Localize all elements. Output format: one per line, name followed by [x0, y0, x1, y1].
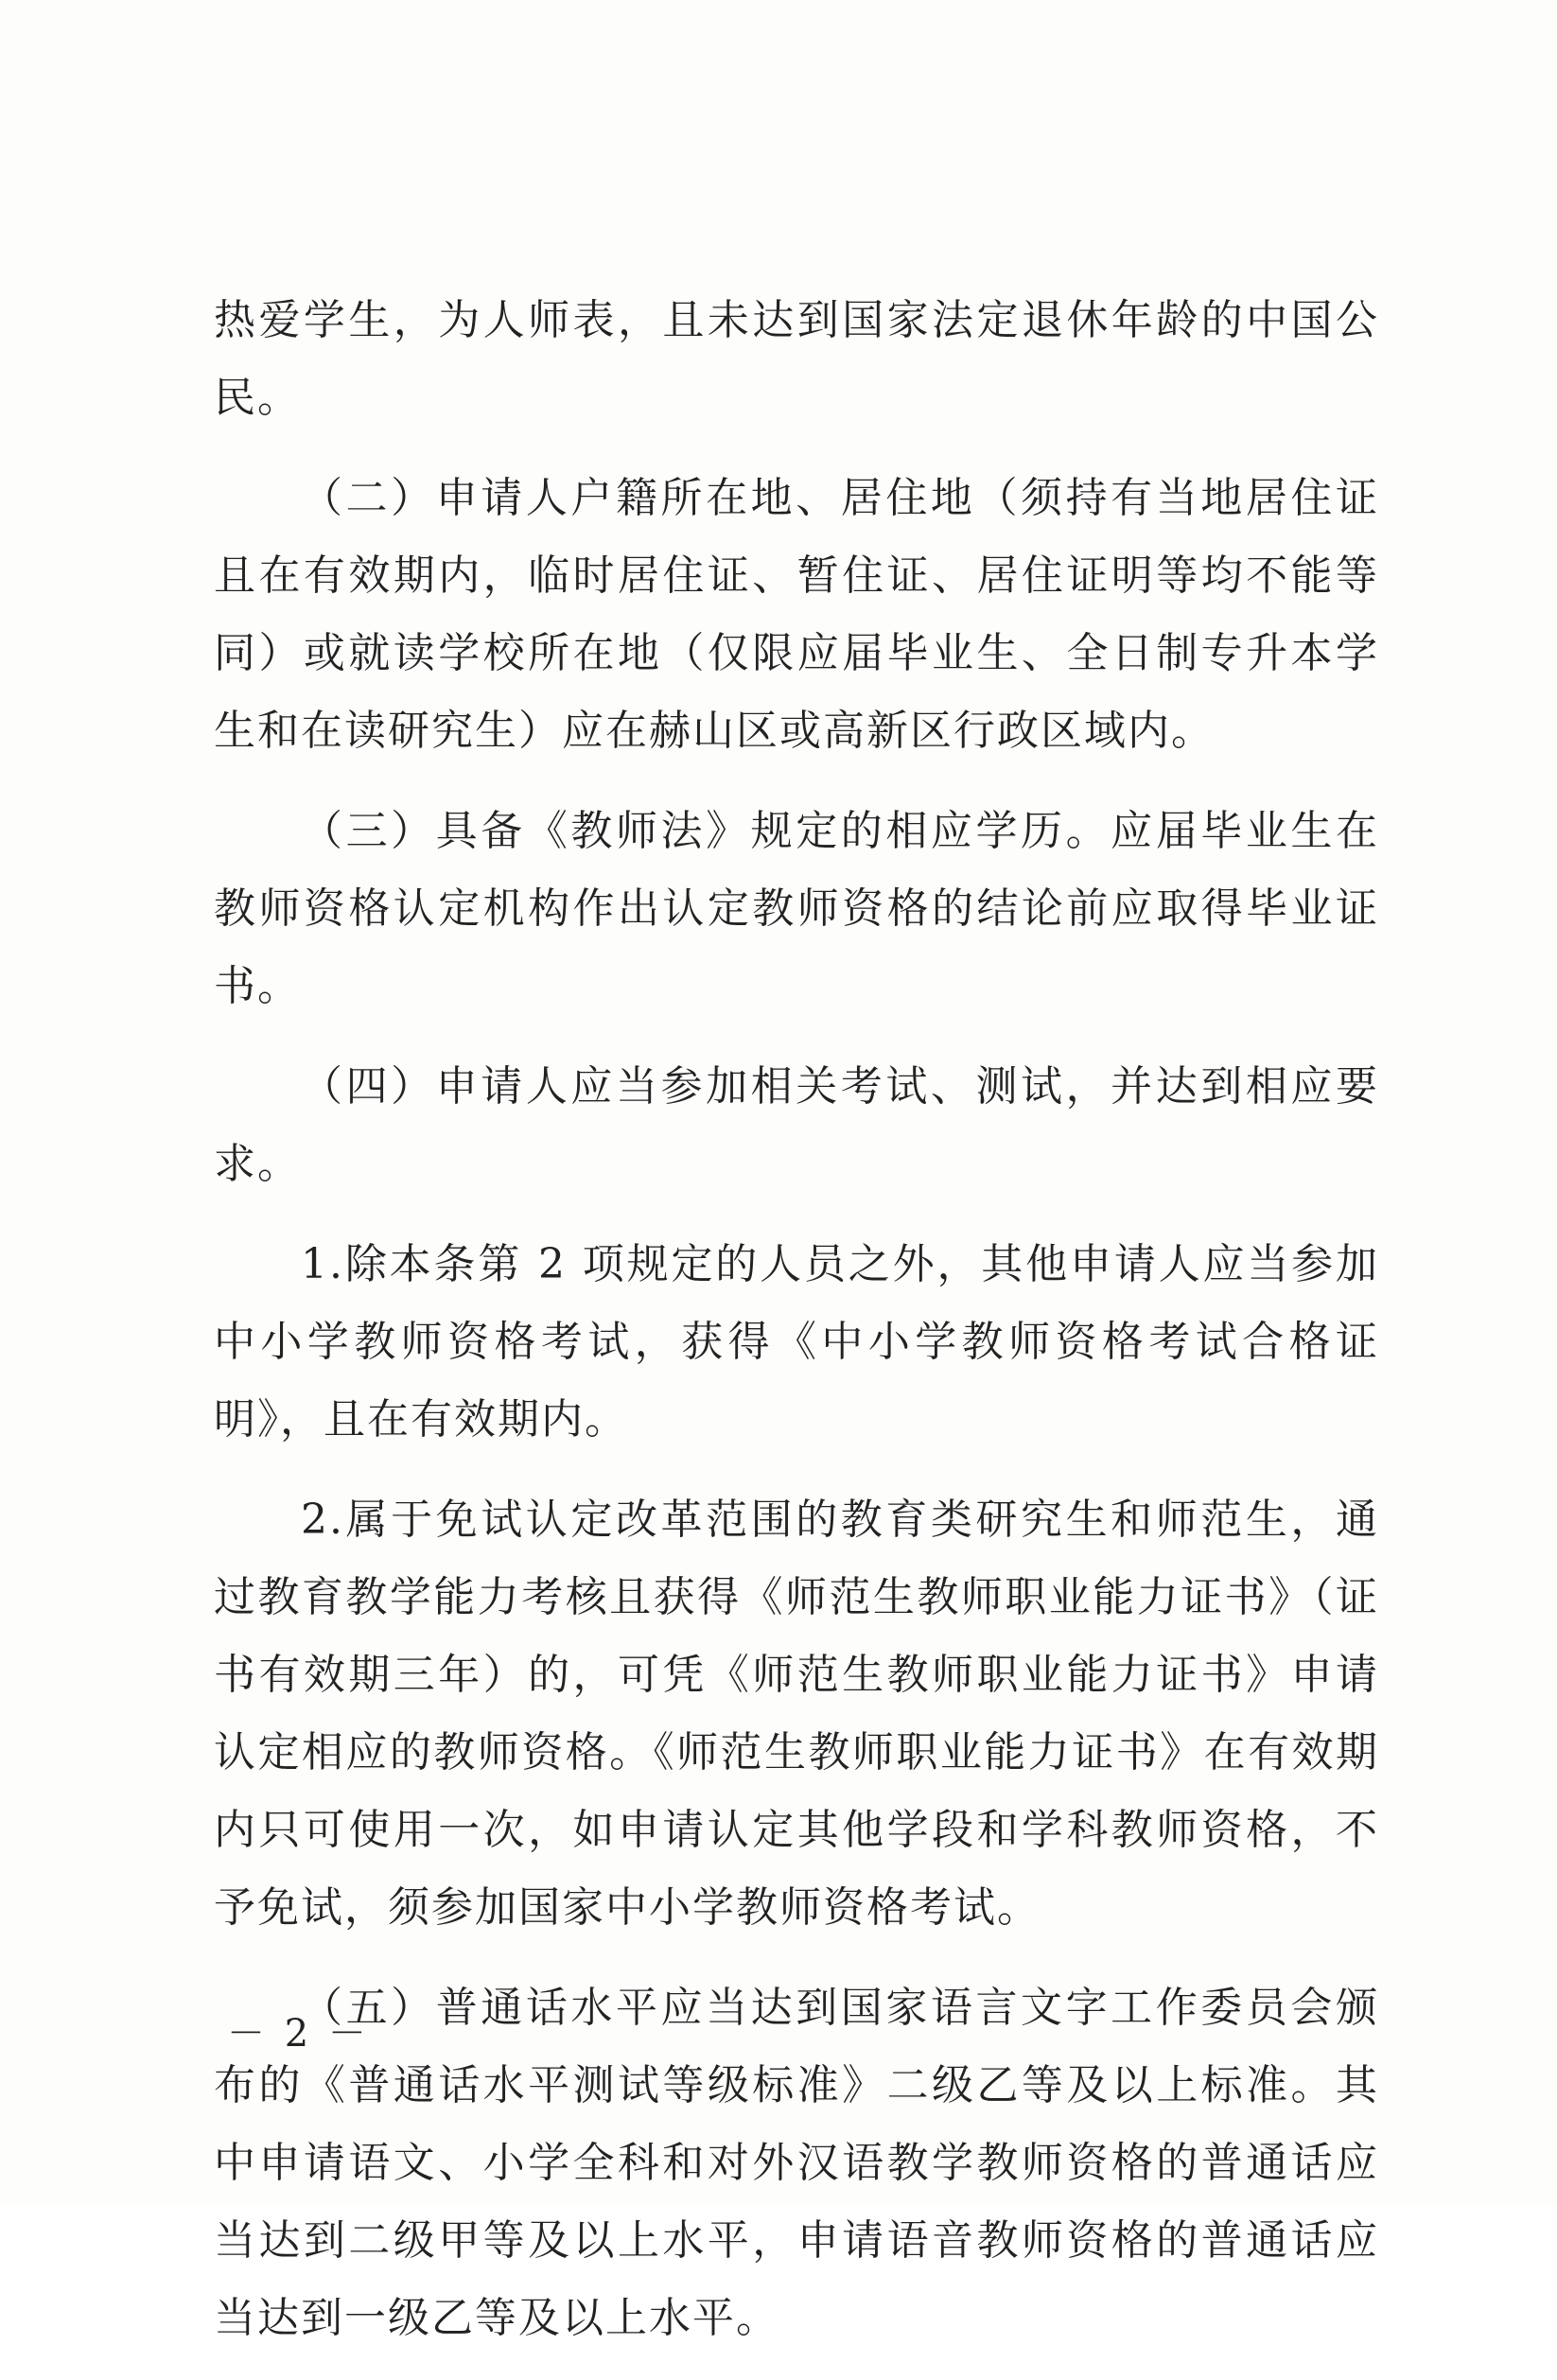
body-text — [214, 282, 1379, 2380]
page-number: － 2 － — [227, 2012, 370, 2056]
paragraph-continuation: 热爱学生，为人师表，且未达到国家法定退休年龄的中国公民。 — [214, 296, 1379, 422]
paragraph-item-4-sub-1: 1.除本条第 2 项规定的人员之外，其他申请人应当参加中小学教师资格考试，获得《中小学教师资格考试合格证明》，且在有效期内。 — [214, 1240, 1379, 1444]
paragraph-item-4-sub-2: 2.属于免试认定改革范围的教育类研究生和师范生，通过教育教学能力考核且获得《师范生教师职业能力证书》（证书有效期三年）的，可凭《师范生教师职业能力证书》申请认定相应的教师资格。《师范生教师职业能力证书》在有效期内只可使用一次，如申请认定其他学段和学科教师资格，不予免试，须参加国家中小学教师资格考试。 — [214, 1496, 1379, 1932]
paragraph-item-4: （四）申请人应当参加相关考试、测试，并达到相应要求。 — [214, 1062, 1379, 1188]
paragraph-item-5: （五）普通话水平应当达到国家语言文字工作委员会颁布的《普通话水平测试等级标准》二级乙等及以上标准。其中申请语文、小学全科和对外汉语教学教师资格的普通话应当达到二级甲等及以上水平，申请语音教师资格的普通话应当达到一级乙等及以上水平。 — [214, 1984, 1379, 2342]
paragraph-item-3: （三）具备《教师法》规定的相应学历。应届毕业生在教师资格认定机构作出认定教师资格的结论前应取得毕业证书。 — [214, 807, 1379, 1010]
paragraph-item-2: （二）申请人户籍所在地、居住地（须持有当地居住证且在有效期内，临时居住证、暂住证、居住证明等均不能等同）或就读学校所在地（仅限应届毕业生、全日制专升本学生和在读研究生）应在赫山区或高新区行政区域内。 — [214, 474, 1379, 755]
